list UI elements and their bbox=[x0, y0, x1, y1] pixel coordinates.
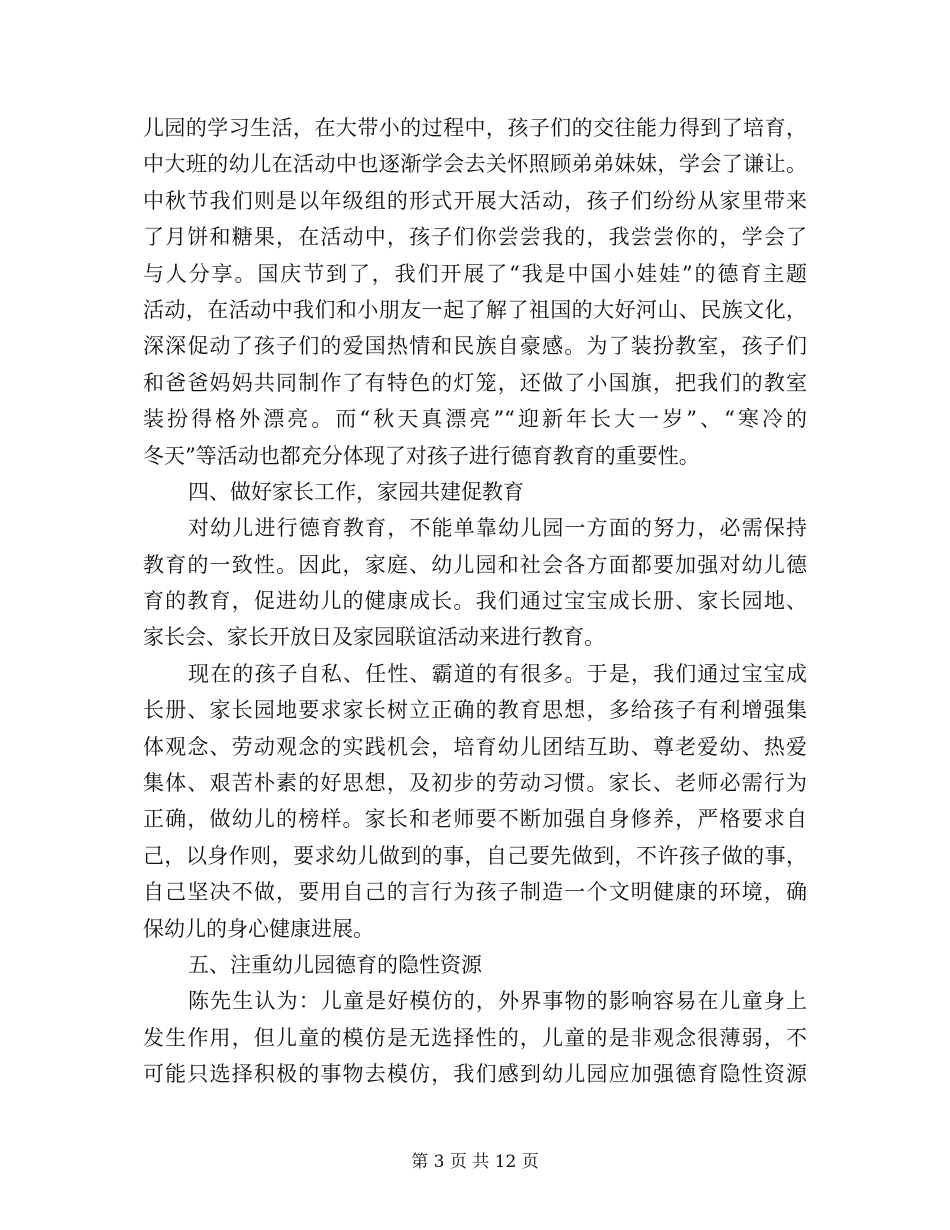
text-line: 正确，做幼儿的榜样。家长和老师要不断加强自身修养，严格要求自 bbox=[143, 807, 807, 832]
body-text bbox=[143, 110, 807, 1093]
text-line: 集体、艰苦朴素的好思想，及初步的劳动习惯。家长、老师必需行为 bbox=[143, 771, 807, 796]
text-line: 深深促动了孩子们的爱国热情和民族自豪感。为了装扮教室，孩子们 bbox=[143, 334, 807, 359]
section-heading: 四、做好家长工作，家园共建促教育 bbox=[188, 479, 524, 504]
text-line: 和爸爸妈妈共同制作了有特色的灯笼，还做了小国旗，把我们的教室 bbox=[143, 370, 807, 395]
text-line: 体观念、劳动观念的实践机会，培育幼儿团结互助、尊老爱幼、热爱 bbox=[143, 734, 807, 759]
text-line: 育的教育，促进幼儿的健康成长。我们通过宝宝成长册、家长园地、 bbox=[143, 589, 807, 614]
text-line: 教育的一致性。因此，家庭、幼儿园和社会各方面都要加强对幼儿德 bbox=[143, 552, 807, 577]
text-line: 对幼儿进行德育教育，不能单靠幼儿园一方面的努力，必需保持 bbox=[188, 516, 807, 541]
text-line: 儿园的学习生活，在大带小的过程中，孩子们的交往能力得到了培育， bbox=[143, 116, 807, 140]
page-footer: 第 3 页 共 12 页 bbox=[411, 1152, 539, 1172]
section-heading: 五、注重幼儿园德育的隐性资源 bbox=[188, 952, 482, 977]
text-line: 冬天”等活动也都充分体现了对孩子进行德育教育的重要性。 bbox=[143, 443, 700, 468]
text-line: 装扮得格外漂亮。而“秋天真漂亮”“迎新年长大一岁”、“寒冷的 bbox=[143, 407, 807, 432]
text-line: 保幼儿的身心健康进展。 bbox=[143, 916, 374, 941]
text-line: 中大班的幼儿在活动中也逐渐学会去关怀照顾弟弟妹妹，学会了谦让。 bbox=[143, 152, 807, 177]
text-line: 中秋节我们则是以年级组的形式开展大活动，孩子们纷纷从家里带来 bbox=[143, 188, 807, 213]
text-line: 现在的孩子自私、任性、霸道的有很多。于是，我们通过宝宝成 bbox=[188, 661, 807, 686]
text-line: 发生作用，但儿童的模仿是无选择性的，儿童的是非观念很薄弱，不 bbox=[143, 1025, 807, 1050]
text-line: 自己坚决不做，要用自己的言行为孩子制造一个文明健康的环境，确 bbox=[143, 880, 807, 905]
text-line: 了月饼和糖果，在活动中，孩子们你尝尝我的，我尝尝你的，学会了 bbox=[143, 225, 807, 250]
text-line: 己，以身作则，要求幼儿做到的事，自己要先做到，不许孩子做的事， bbox=[143, 843, 807, 868]
text-line: 陈先生认为：儿童是好模仿的，外界事物的影响容易在儿童身上 bbox=[188, 989, 807, 1014]
text-line: 长册、家长园地要求家长树立正确的教育思想，多给孩子有利增强集 bbox=[143, 698, 807, 723]
text-line: 与人分享。国庆节到了，我们开展了“我是中国小娃娃”的德育主题 bbox=[143, 261, 807, 286]
text-line: 活动，在活动中我们和小朋友一起了解了祖国的大好河山、民族文化， bbox=[143, 297, 807, 322]
text-line: 家长会、家长开放日及家园联谊活动来进行教育。 bbox=[143, 625, 605, 650]
text-line: 可能只选择积极的事物去模仿，我们感到幼儿园应加强德育隐性资源 bbox=[143, 1062, 807, 1087]
